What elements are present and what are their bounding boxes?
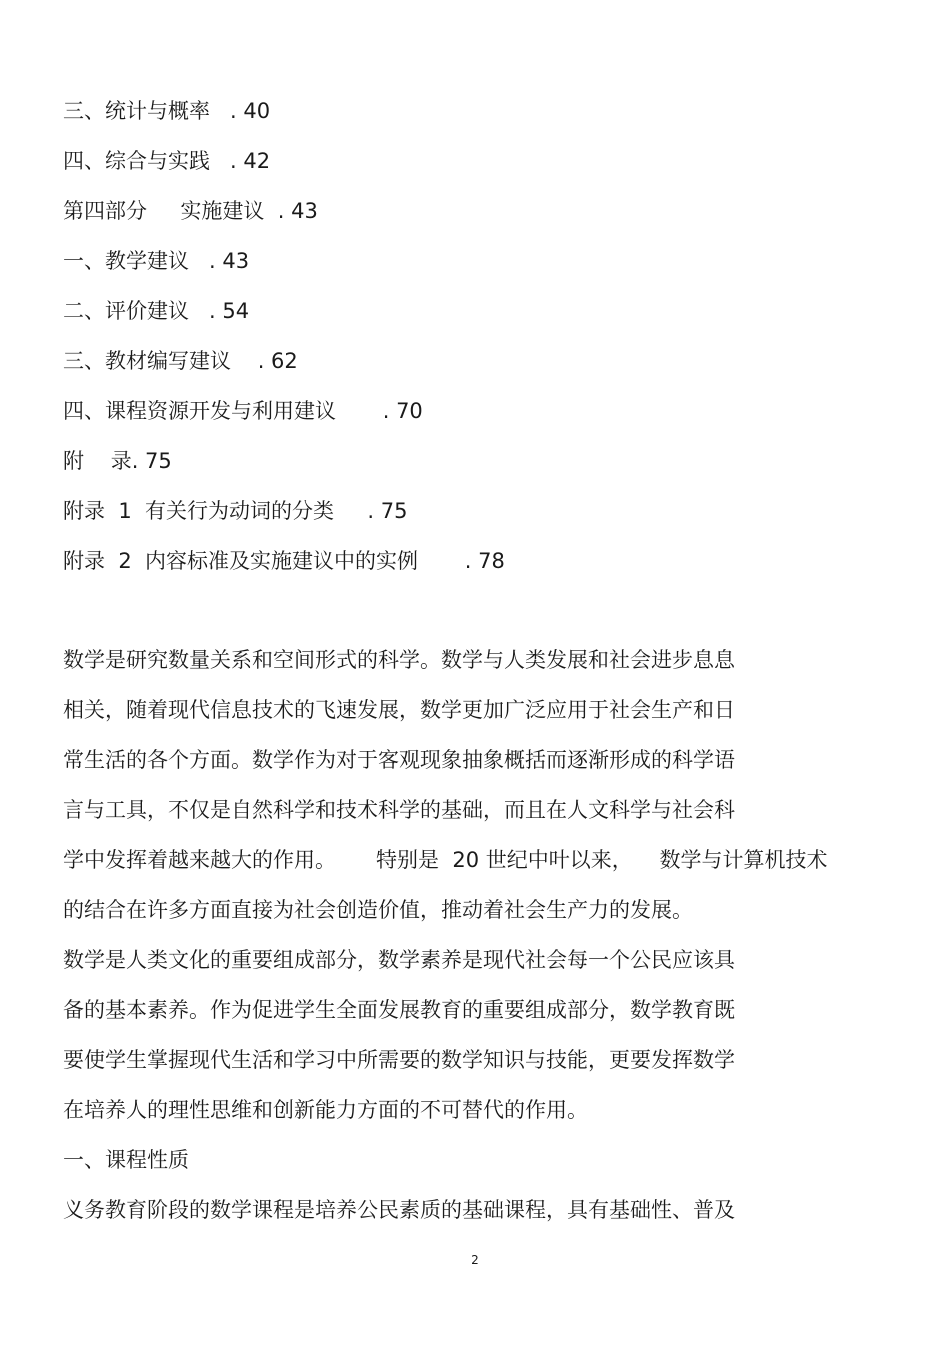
body-line: 的结合在许多方面直接为社会创造价值，推动着社会生产力的发展。 (63, 898, 693, 922)
toc-entry: 附 录. 75 (63, 449, 172, 473)
toc-entry: 第四部分 实施建议 . 43 (63, 199, 318, 223)
page-number: 2 (471, 1253, 479, 1267)
body-line: 言与工具，不仅是自然科学和技术科学的基础，而且在人文科学与社会科 (63, 798, 735, 822)
toc-entry: 四、课程资源开发与利用建议 . 70 (63, 399, 423, 423)
section-heading: 一、课程性质 (63, 1148, 189, 1172)
body-line: 学中发挥着越来越大的作用。 特别是 20 世纪中叶以来， 数学与计算机技术 (63, 848, 828, 872)
toc-entry: 附录 1 有关行为动词的分类 . 75 (63, 499, 408, 523)
body-line: 常生活的各个方面。数学作为对于客观现象抽象概括而逐渐形成的科学语 (63, 748, 735, 772)
toc-entry: 一、教学建议 . 43 (63, 249, 250, 273)
toc-entry: 四、综合与实践 . 42 (63, 149, 271, 173)
toc-entry: 三、教材编写建议 . 62 (63, 349, 298, 373)
body-line: 在培养人的理性思维和创新能力方面的不可替代的作用。 (63, 1098, 588, 1122)
body-line: 数学是人类文化的重要组成部分，数学素养是现代社会每一个公民应该具 (63, 948, 735, 972)
toc-entry: 附录 2 内容标准及实施建议中的实例 . 78 (63, 549, 505, 573)
body-line: 相关，随着现代信息技术的飞速发展，数学更加广泛应用于社会生产和日 (63, 698, 735, 722)
body-line: 数学是研究数量关系和空间形式的科学。数学与人类发展和社会进步息息 (63, 648, 735, 672)
toc-entry: 二、评价建议 . 54 (63, 299, 250, 323)
body-line: 备的基本素养。作为促进学生全面发展教育的重要组成部分，数学教育既 (63, 998, 735, 1022)
body-line: 要使学生掌握现代生活和学习中所需要的数学知识与技能，更要发挥数学 (63, 1048, 735, 1072)
toc-entry: 三、统计与概率 . 40 (63, 99, 271, 123)
body-line: 义务教育阶段的数学课程是培养公民素质的基础课程，具有基础性、普及 (63, 1198, 735, 1222)
